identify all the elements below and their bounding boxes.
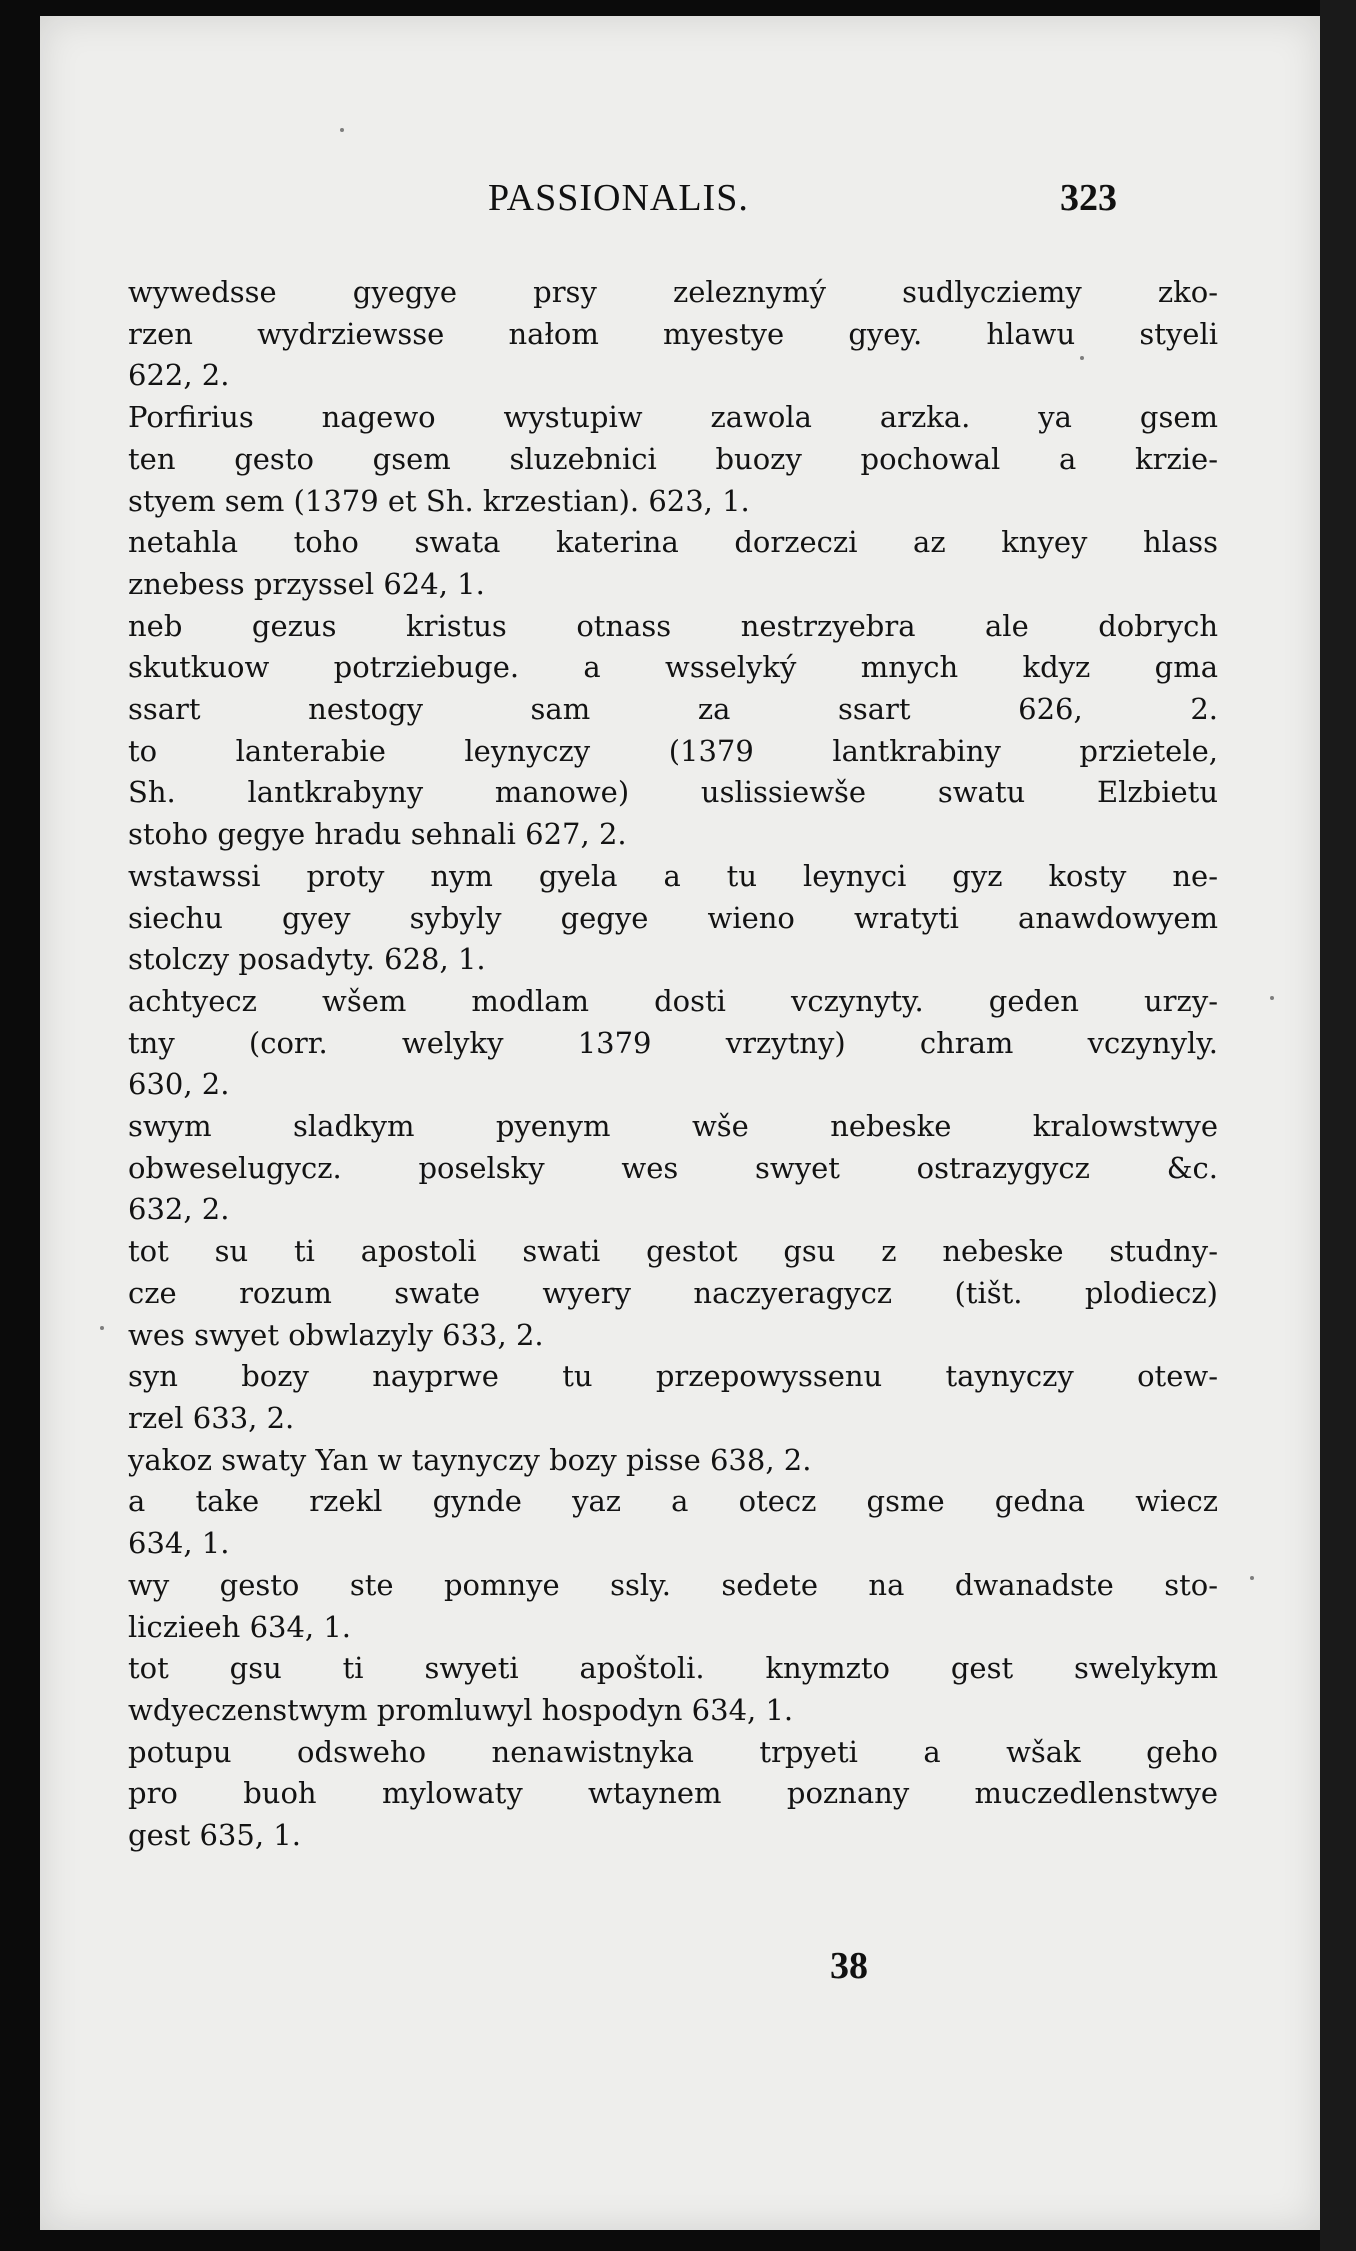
- scan-border: [1320, 0, 1356, 2251]
- signature-mark: 38: [830, 1945, 868, 1987]
- text-line: wstawssi proty nym gyela a tu leynyci gyz kosty ne-: [128, 858, 1218, 893]
- ink-speck: [1250, 1576, 1254, 1580]
- text-line: ssart nestogy sam za ssart 626, 2.: [128, 692, 1218, 727]
- text-line: wdyeczenstwym promluwyl hospodyn 634, 1.: [128, 1692, 794, 1727]
- text-line: 630, 2.: [128, 1067, 230, 1102]
- text-line: to lanterabie leynyczy (1379 lantkrabiny przietele,: [128, 733, 1218, 768]
- text-line: potupu odsweho nenawistnyka trpyeti a wšak geho: [128, 1734, 1218, 1769]
- text-line: wywedsse gyegye prsy zeleznymý sudlycziemy zko-: [128, 275, 1218, 309]
- text-line: swym sladkym pyenym wše nebeske kralowstwye: [128, 1109, 1218, 1144]
- text-line: gest 635, 1.: [128, 1818, 301, 1853]
- page-header: [40, 176, 1320, 236]
- text-line: syn bozy nayprwe tu przepowyssenu taynyczy otew-: [128, 1359, 1218, 1394]
- text-line: liczieeh 634, 1.: [128, 1609, 352, 1644]
- text-line: tny (corr. welyky 1379 vrzytny) chram vczynyly.: [128, 1025, 1218, 1060]
- ink-speck: [340, 128, 344, 132]
- text-line: Sh. lantkrabyny manowe) uslissiewše swatu Elzbietu: [128, 775, 1218, 810]
- text-line: obweselugycz. poselsky wes swyet ostrazygycz &c.: [128, 1150, 1218, 1185]
- text-line: 622, 2.: [128, 358, 230, 393]
- text-line: achtyecz wšem modlam dosti vczynyty. geden urzy-: [128, 983, 1218, 1018]
- text-line: siechu gyey sybyly gegye wieno wratyti anawdowyem: [128, 900, 1218, 935]
- text-line: tot su ti apostoli swati gestot gsu z nebeske studny-: [128, 1234, 1218, 1269]
- text-line: 634, 1.: [128, 1526, 230, 1561]
- text-line: yakoz swaty Yan w taynyczy bozy pisse 638, 2.: [128, 1442, 812, 1477]
- text-line: cze rozum swate wyery naczyeragycz (tišt. plodiecz): [128, 1275, 1218, 1310]
- text-line: wy gesto ste pomnye ssly. sedete na dwanadste sto-: [128, 1567, 1218, 1602]
- text-line: znebess przyssel 624, 1.: [128, 566, 485, 601]
- text-line: rzel 633, 2.: [128, 1400, 295, 1435]
- book-page: [40, 16, 1320, 2230]
- text-line: stolczy posadyty. 628, 1.: [128, 942, 486, 977]
- ink-speck: [100, 1326, 104, 1330]
- running-head: PASSIONALIS.: [488, 177, 749, 219]
- page-number: 323: [1060, 177, 1117, 219]
- ink-speck: [1270, 996, 1274, 1000]
- text-line: netahla toho swata katerina dorzeczi az knyey hlass: [128, 525, 1218, 560]
- text-line: Porfirius nagewo wystupiw zawola arzka. ya gsem: [128, 400, 1218, 435]
- text-line: a take rzekl gynde yaz a otecz gsme gedna wiecz: [128, 1484, 1218, 1519]
- text-line: neb gezus kristus otnass nestrzyebra ale dobrych: [128, 608, 1218, 643]
- text-line: ten gesto gsem sluzebnici buozy pochowal a krzie-: [128, 441, 1218, 476]
- text-line: tot gsu ti swyeti apoštoli. knymzto gest swelykym: [128, 1651, 1218, 1686]
- text-line: wes swyet obwlazyly 633, 2.: [128, 1317, 544, 1352]
- text-line: stoho gegye hradu sehnali 627, 2.: [128, 817, 627, 852]
- text-line: skutkuow potrziebuge. a wsselyký mnych kdyz gma: [128, 650, 1218, 685]
- text-line: styem sem (1379 et Sh. krzestian). 623, 1.: [128, 483, 750, 518]
- ink-speck: [1080, 356, 1084, 360]
- dictionary-entries: [128, 272, 1218, 1857]
- text-line: pro buoh mylowaty wtaynem poznany muczedlenstwye: [128, 1776, 1218, 1811]
- text-line: rzen wydrziewsse nałom myestye gyey. hlawu styeli: [128, 316, 1218, 351]
- text-line: 632, 2.: [128, 1192, 230, 1227]
